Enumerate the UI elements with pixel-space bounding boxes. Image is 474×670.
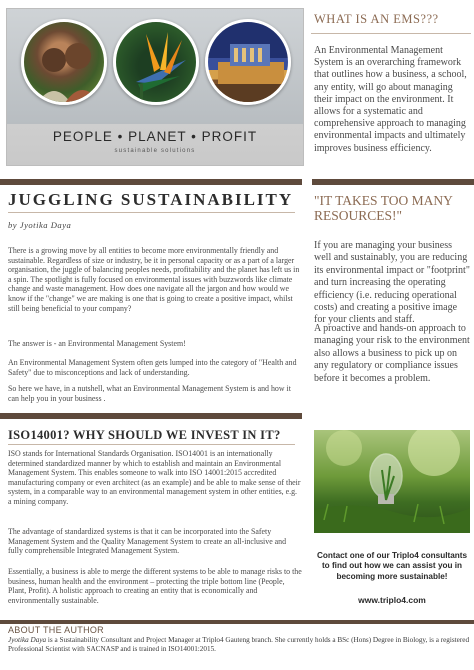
city-building-photo <box>205 19 291 105</box>
article-paragraph-1: There is a growing move by all entities to become more environmentally friendly and sustainable. Regardless of size or industry, be it in personal capacity or as a part of a larger organisation, the juggle of balancing peoples needs, profitability and the planet has left us in a spin. The spotlight is fully focused on environmental issues with buzzwords like climate change and waste management. How does one navigate all the jargon and how would we know if the "change" we are making is one that is going to create a positive impact, whilst still being beneficial to your company? <box>8 246 300 313</box>
article-paragraph-3: An Environmental Management System often gets lumped into the category of "Health and Safety" due to misconceptions and lack of understanding. <box>8 358 297 377</box>
banner-subtagline: sustainable solutions <box>114 148 196 154</box>
author-bio: is a Sustainability Consultant and Project Manager at Triplo4 Gauteng branch. She currently holds a BSc (Hons) Degree in Biology, is a registered Professional Scientist with SACNASP and is trained in ISO14001:2015. <box>8 636 470 653</box>
divider-bar <box>0 413 302 419</box>
lightbulb-plant-photo <box>314 430 470 533</box>
header-banner <box>6 8 304 166</box>
website-link[interactable]: www.triplo4.com <box>358 595 426 605</box>
article-paragraph-4: So here we have, in a nutshell, what an Environmental Management System is and how it can help you in your business . <box>8 384 291 403</box>
ems-body-text: An Environmental Management System is an overarching framework that outlines how a business, a school, any entity, will go about managing their impact on the environment. It allows for a systematic and comprehensive approach to managing environmental impacts and ultimately improves business efficiency. <box>314 45 467 154</box>
iso-paragraph-1: ISO stands for International Standards Organisation. ISO14001 is an internationally determined standardized manner by which to establish and maintain an Environmental Management System. This enables someone to walk into ISO 14001:2015 accredited manufacturing company or even architect (as an example) and be able to make sense of their system, in a comparable way to an environmental management system in other entities, e.g. a mining company. <box>8 449 301 506</box>
iso-paragraph-2: The advantage of standardized systems is that it can be incorporated into the Safety Management System and the Quality Management System to create an all-inclusive and fully comprehensible Integrated Management System. <box>8 527 287 556</box>
contact-callout: Contact one of our Triplo4 consultants to find out how we can assist you in becoming more sustainable! <box>316 551 468 581</box>
divider <box>8 444 295 445</box>
about-heading: ABOUT THE AUTHOR <box>8 625 104 635</box>
right-paragraph-1: If you are managing your business well and sustainably, you are reducing its environmental impact or "footprint" and turn increasing the operating efficiency (i.e. reducing operational costs) and creating a positive image for your clients and staff. <box>314 240 470 326</box>
iso-paragraph-3: Essentially, a business is able to merge the different systems to be able to manage risks to the business, human health and the environment – protecting the triple bottom line (People, Plant, Profit). A holistic approach to creating an entity that is economically and environmentally sustainable. <box>8 567 302 605</box>
ems-heading: WHAT IS AN EMS??? <box>314 12 439 26</box>
right-paragraph-2: A proactive and hands-on approach to managing your risk to the environment also allows a business to pick up on any regulatory or compliance issues before it becomes a problem. <box>314 323 470 384</box>
iso-heading: ISO14001? WHY SHOULD WE INVEST IN IT? <box>8 428 281 442</box>
article-paragraph-2: The answer is - an Environmental Management System! <box>8 339 186 348</box>
pull-quote: "IT TAKES TOO MANY RESOURCES!" <box>314 193 453 223</box>
divider <box>8 212 295 213</box>
author-name: Jyotika Daya <box>8 636 47 644</box>
divider-bar <box>0 179 302 185</box>
divider-bar <box>312 179 474 185</box>
divider-bar <box>0 620 474 624</box>
about-text <box>8 636 470 653</box>
byline: by Jyotika Daya <box>8 220 72 230</box>
divider <box>311 33 471 34</box>
banner-tagline: PEOPLE • PLANET • PROFIT <box>52 129 258 144</box>
article-title: JUGGLING SUSTAINABILITY <box>8 190 294 209</box>
children-photo <box>21 19 107 105</box>
bird-of-paradise-flower-photo <box>113 19 199 105</box>
